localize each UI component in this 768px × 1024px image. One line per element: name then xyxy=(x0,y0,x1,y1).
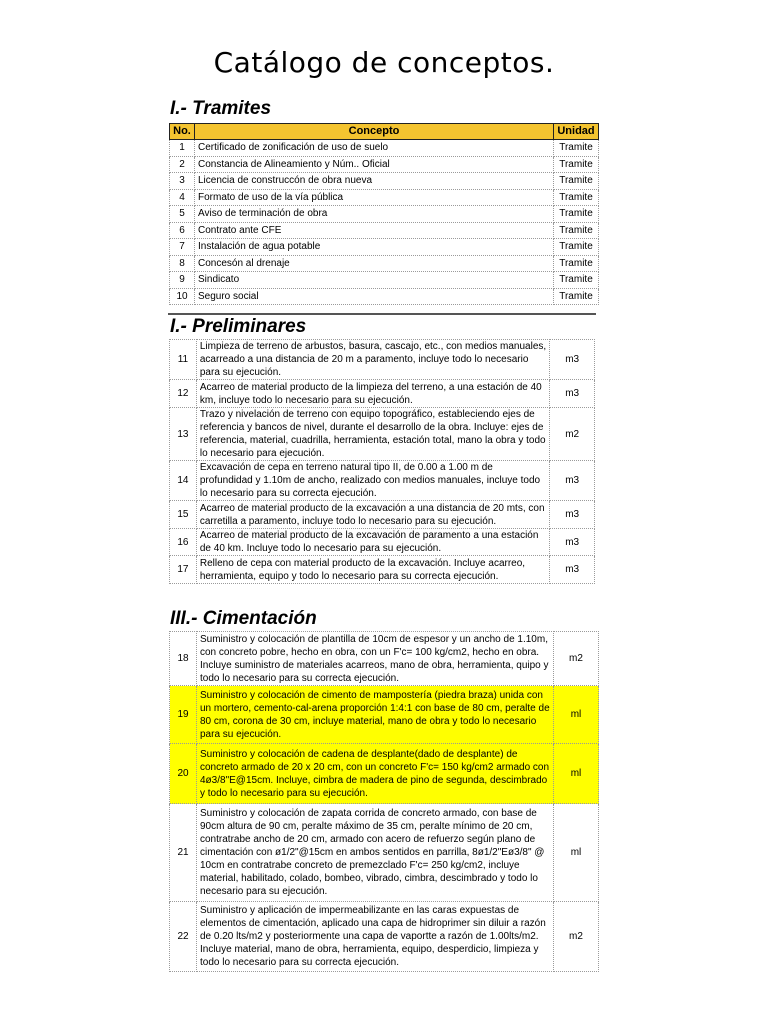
row-number: 3 xyxy=(170,173,195,190)
row-number: 6 xyxy=(170,222,195,239)
section-divider xyxy=(168,313,596,315)
row-unit: m3 xyxy=(550,340,595,380)
row-concept: Contrato ante CFE xyxy=(195,222,554,239)
row-concept: Suministro y aplicación de impermeabilizante en las caras expuestas de elementos de cimentación, aplicado una capa de hidroprimer sin diluir a razón de 0.20 lts/m2 y posteriormente una capa de vaportte a razón de 1.00lts/m2. Incluye material, mano de obra, herramienta, equipo, desperdicio, limpieza y todo lo necesario para su correcta ejecución. xyxy=(197,902,554,972)
row-unit: m3 xyxy=(550,380,595,408)
row-number: 2 xyxy=(170,156,195,173)
row-concept: Acarreo de material producto de la limpieza del terreno, a una estación de 40 km, incluye todo lo necesario para su ejecución. xyxy=(196,380,549,408)
row-concept: Instalación de agua potable xyxy=(195,239,554,256)
row-concept: Certificado de zonificación de uso de suelo xyxy=(195,140,554,157)
row-unit: Tramite xyxy=(554,189,599,206)
table-row xyxy=(170,239,599,256)
row-unit: Tramite xyxy=(554,239,599,256)
row-number: 20 xyxy=(170,744,197,804)
row-number: 8 xyxy=(170,255,195,272)
row-unit: m3 xyxy=(550,501,595,529)
page-title: Catálogo de conceptos. xyxy=(213,46,555,79)
row-number: 14 xyxy=(170,461,197,501)
row-concept: Suministro y colocación de plantilla de 10cm de espesor y un ancho de 1.10m, con concreto pobre, hecho en obra, con un F'c= 100 kg/cm2, hecho en obra. Incluye suministro de materiales acarreos, mano de obra, herramienta, quipo y todo lo necesario para su correcta ejecución. xyxy=(197,632,554,686)
row-unit: Tramite xyxy=(554,272,599,289)
row-concept: Aviso de terminación de obra xyxy=(195,206,554,223)
row-number: 10 xyxy=(170,288,195,305)
row-concept: Formato de uso de la vía pública xyxy=(195,189,554,206)
row-unit: m2 xyxy=(554,632,599,686)
table-row xyxy=(170,340,595,380)
section-heading-tramites: I.- Tramites xyxy=(170,98,272,119)
table-row xyxy=(170,804,599,902)
table-row xyxy=(170,529,595,556)
row-unit: m2 xyxy=(554,902,599,972)
row-number: 11 xyxy=(170,340,197,380)
row-number: 13 xyxy=(170,408,197,461)
cimentacion-table xyxy=(169,631,599,972)
row-number: 18 xyxy=(170,632,197,686)
row-number: 17 xyxy=(170,556,197,584)
row-unit: Tramite xyxy=(554,156,599,173)
section-heading-cimentacion: III.- Cimentación xyxy=(170,608,317,629)
table-row xyxy=(170,255,599,272)
table-row xyxy=(170,461,595,501)
row-concept: Sindicato xyxy=(195,272,554,289)
row-concept: Suministro y colocación de zapata corrida de concreto armado, con base de 90cm altura de 90 cm, peralte máximo de 35 cm, peralte mínimo de 20 cm, contratrabe ancho de 20 cm, armado con acero de refuerzo según plano de cimentación con ø1/2"@15cm en ambos sentidos en parrilla, 8ø1/2"Eø3/8" @ 10cm en contratrabe concreto de premezclado F'c= 250 kg/cm2, incluye material, habilitado, colado, bombeo, vibrado, cimbra, descimbrado y todo lo necesario para su ejecución. xyxy=(197,804,554,902)
preliminares-body xyxy=(170,340,595,584)
row-number: 1 xyxy=(170,140,195,157)
table-row xyxy=(170,140,599,157)
tramites-body xyxy=(170,140,599,305)
row-concept: Suministro y colocación de cadena de desplante(dado de desplante) de concreto armado de 20 x 20 cm, con un concreto F'c= 150 kg/cm2 armado con 4ø3/8"E@15cm. Incluye, cimbra de madera de pino de segunda, descimbrado y todo lo necesario para su ejecución. xyxy=(197,744,554,804)
row-concept: Licencia de construccón de obra nueva xyxy=(195,173,554,190)
row-number: 4 xyxy=(170,189,195,206)
cimentacion-body xyxy=(170,632,599,972)
row-unit: m3 xyxy=(550,556,595,584)
row-unit: Tramite xyxy=(554,173,599,190)
row-unit: Tramite xyxy=(554,255,599,272)
row-concept: Trazo y nivelación de terreno con equipo topográfico, estableciendo ejes de referencia y bancos de nivel, durante el desarrollo de la obra. Incluye: ejes de referencia, material, cuadrilla, herramienta, estación total, mano la obra y todo lo necesario para ejecución. xyxy=(196,408,549,461)
table-row xyxy=(170,380,595,408)
row-concept: Constancia de Alineamiento y Núm.. Oficial xyxy=(195,156,554,173)
row-unit: m3 xyxy=(550,461,595,501)
table-row xyxy=(170,902,599,972)
row-number: 7 xyxy=(170,239,195,256)
row-concept: Limpieza de terreno de arbustos, basura, cascajo, etc., con medios manuales, acarreado a una distancia de 20 m a paramento, incluye todo lo necesario para su ejecución. xyxy=(196,340,549,380)
section-heading-preliminares: I.- Preliminares xyxy=(170,316,307,337)
row-concept: Acarreo de material producto de la excavación a una distancia de 20 mts, con carretilla a paramento, incluye todo lo necesario para su ejecución. xyxy=(196,501,549,529)
table-header-row xyxy=(170,124,599,140)
table-row xyxy=(170,408,595,461)
row-number: 12 xyxy=(170,380,197,408)
row-concept: Acarreo de material producto de la excavación de paramento a una estación de 40 km. Incluye todo lo necesario para su ejecución. xyxy=(196,529,549,556)
row-concept: Excavación de cepa en terreno natural tipo II, de 0.00 a 1.00 m de profundidad y 1.10m de ancho, realizado con medios manuales, incluye todo lo necesario para su correcta ejecución. xyxy=(196,461,549,501)
row-number: 9 xyxy=(170,272,195,289)
row-number: 19 xyxy=(170,686,197,744)
row-unit: ml xyxy=(554,804,599,902)
table-row xyxy=(170,501,595,529)
row-unit: m3 xyxy=(550,529,595,556)
table-row xyxy=(170,744,599,804)
row-concept: Relleno de cepa con material producto de la excavación. Incluye acarreo, herramienta, equipo y todo lo necesario para su correcta ejecución. xyxy=(196,556,549,584)
row-number: 16 xyxy=(170,529,197,556)
row-unit: Tramite xyxy=(554,206,599,223)
row-number: 22 xyxy=(170,902,197,972)
table-row xyxy=(170,222,599,239)
header-concepto: Concepto xyxy=(195,124,554,140)
table-row xyxy=(170,686,599,744)
header-no: No. xyxy=(170,124,195,140)
table-row xyxy=(170,156,599,173)
row-number: 21 xyxy=(170,804,197,902)
row-unit: m2 xyxy=(550,408,595,461)
table-row xyxy=(170,556,595,584)
preliminares-table xyxy=(169,339,595,584)
tramites-table xyxy=(169,123,599,305)
row-number: 5 xyxy=(170,206,195,223)
table-row xyxy=(170,189,599,206)
table-row xyxy=(170,632,599,686)
table-row xyxy=(170,173,599,190)
row-unit: Tramite xyxy=(554,140,599,157)
row-concept: Concesón al drenaje xyxy=(195,255,554,272)
row-unit: ml xyxy=(554,686,599,744)
row-concept: Seguro social xyxy=(195,288,554,305)
table-row xyxy=(170,288,599,305)
row-concept: Suministro y colocación de cimento de mampostería (piedra braza) unida con un mortero, cemento-cal-arena proporción 1:4:1 con base de 80 cm, peralte de 80 cm, corona de 30 cm, incluye material, mano de obra y todo lo necesario para su ejecución. xyxy=(197,686,554,744)
table-row xyxy=(170,206,599,223)
table-row xyxy=(170,272,599,289)
row-unit: Tramite xyxy=(554,288,599,305)
header-unidad: Unidad xyxy=(554,124,599,140)
row-unit: ml xyxy=(554,744,599,804)
row-number: 15 xyxy=(170,501,197,529)
row-unit: Tramite xyxy=(554,222,599,239)
